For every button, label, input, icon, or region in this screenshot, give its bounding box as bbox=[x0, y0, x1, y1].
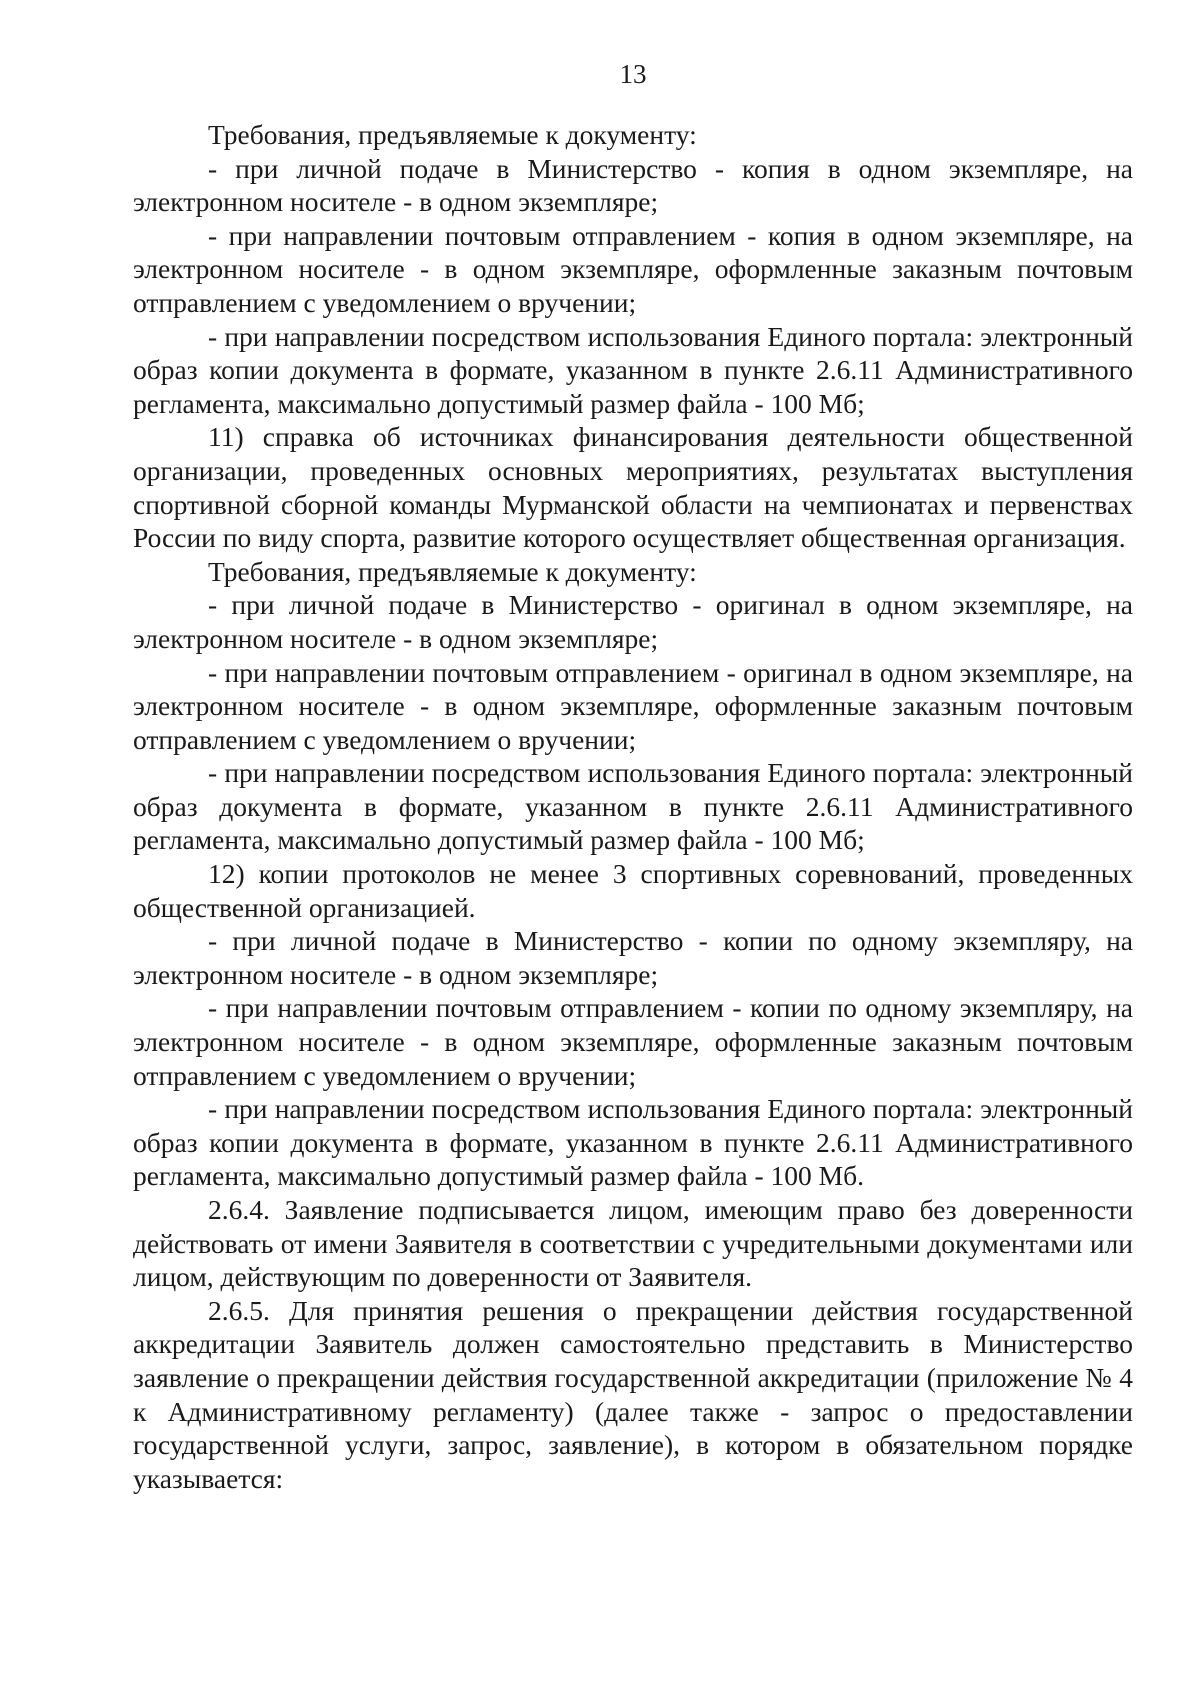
paragraph-item-11: 11) справка об источниках финансирования деятельности общественной организации, проведенных основных мероприятиях, результатах выступления спортивной сборной команды Мурманской области на чемпионатах и первенствах России по виду спорта, развитие которого осуществляет общественная организация. bbox=[133, 421, 1133, 554]
paragraph-personal-submission-1: - при личной подаче в Министерство - копия в одном экземпляре, на электронном носителе - в одном экземпляре; bbox=[133, 152, 1133, 218]
paragraph-portal-1: - при направлении посредством использования Единого портала: электронный образ копии документа в формате, указанном в пункте 2.6.11 Административного регламента, максимально допустимый размер файла - 100 Мб; bbox=[133, 320, 1133, 419]
paragraph-item-12: 12) копии протоколов не менее 3 спортивных соревнований, проведенных общественной организацией. bbox=[133, 858, 1133, 923]
paragraph-2-6-5: 2.6.5. Для принятия решения о прекращении действия государственной аккредитации Заявитель должен самостоятельно представить в Министерство заявление о прекращении действия государственной аккредитации (приложение № 4 к Административному регламенту) (далее также - запрос о предоставлении государственной услуги, запрос, заявление), в котором в обязательном порядке указывается: bbox=[133, 1294, 1133, 1494]
paragraph-requirements-2: Требования, предъявляемые к документу: bbox=[208, 555, 697, 587]
paragraph-2-6-4: 2.6.4. Заявление подписывается лицом, имеющим право без доверенности действовать от имени Заявителя в соответствии с учредительными документами или лицом, действующим по доверенности от Заявителя. bbox=[133, 1194, 1133, 1293]
page-number: 13 bbox=[619, 59, 647, 89]
paragraph-portal-3: - при направлении посредством использования Единого портала: электронный образ копии документа в формате, указанном в пункте 2.6.11 Административного регламента, максимально допустимый размер файла - 100 Мб. bbox=[133, 1093, 1133, 1192]
paragraph-postal-1: - при направлении почтовым отправлением - копия в одном экземпляре, на электронном носителе - в одном экземпляре, оформленные заказным почтовым отправлением с уведомлением о вручении; bbox=[133, 219, 1133, 318]
paragraph-portal-2: - при направлении посредством использования Единого портала: электронный образ документа в формате, указанном в пункте 2.6.11 Административного регламента, максимально допустимый размер файла - 100 Мб; bbox=[133, 757, 1133, 856]
paragraph-personal-submission-3: - при личной подаче в Министерство - копии по одному экземпляру, на электронном носителе - в одном экземпляре; bbox=[133, 925, 1133, 990]
paragraph-postal-2: - при направлении почтовым отправлением - оригинал в одном экземпляре, на электронном носителе - в одном экземпляре, оформленные заказным почтовым отправлением с уведомлением о вручении; bbox=[133, 656, 1133, 755]
document-body bbox=[133, 118, 1133, 1495]
paragraph-requirements-1: Требования, предъявляемые к документу: bbox=[208, 119, 697, 150]
paragraph-personal-submission-2: - при личной подаче в Министерство - оригинал в одном экземпляре, на электронном носителе - в одном экземпляре; bbox=[133, 589, 1133, 654]
paragraph-postal-3: - при направлении почтовым отправлением - копии по одному экземпляру, на электронном носителе - в одном экземпляре, оформленные заказным почтовым отправлением с уведомлением о вручении; bbox=[133, 992, 1133, 1091]
